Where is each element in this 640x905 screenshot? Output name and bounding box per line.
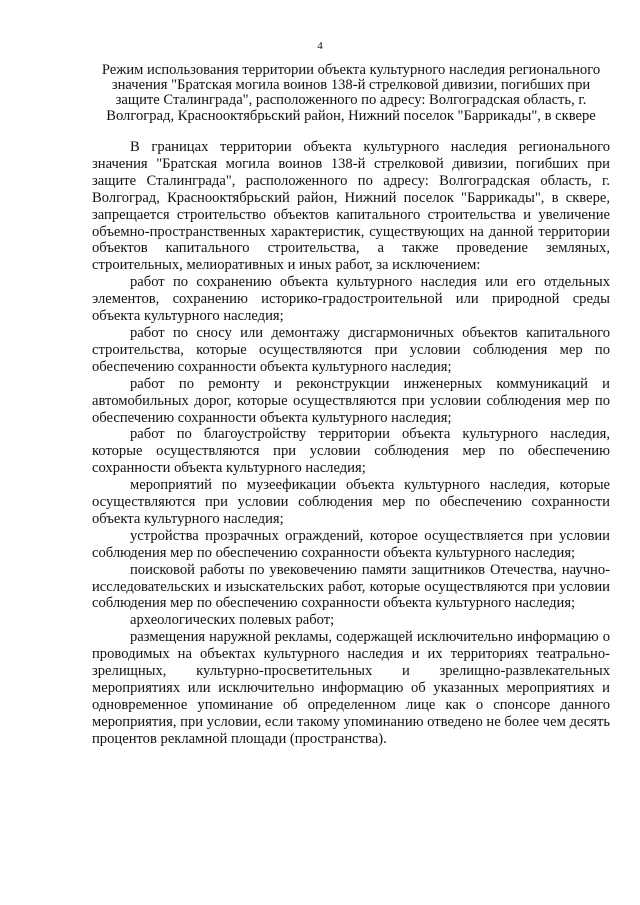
intro-paragraph: В границах территории объекта культурного наследия регионального значения "Братская могила воинов 138-й стрелковой дивизии, погибших при защите Сталинграда", расположенного по адресу: Волгоградская область, г. Волгоград, Краснооктябрьский район, Нижний поселок "Баррикады", в сквере, запрещается строительство объектов капитального строительства и увеличение объемно-пространственных характеристик, существующих на данной территории объектов капитального строительства, а также проведение земляных, строительных, мелиоративных и иных работ, за исключением: [92,139,610,274]
exception-item-museumification: мероприятий по музеефикации объекта культурного наследия, которые осуществляются при условии соблюдения мер по обеспечению сохранности объекта культурного наследия; [92,477,610,527]
page-number: 4 [317,40,323,52]
exception-item-transparent-fences: устройства прозрачных ограждений, которое осуществляется при условии соблюдения мер по обеспечению сохранности объекта культурного наследия; [92,527,610,561]
exception-item-landscaping: работ по благоустройству территории объекта культурного наследия, которые осуществляются при условии соблюдения мер по обеспечению сохранности объекта культурного наследия; [92,426,610,477]
exception-item-restoration: работ по сохранению объекта культурного наследия или его отдельных элементов, сохранению историко-градостроительной или природной среды объекта культурного наследия; [92,274,610,325]
exception-item-advertising: размещения наружной рекламы, содержащей исключительно информацию о проводимых на объектах культурного наследия и их территориях театрально-зрелищных, культурно-просветительных и зрелищно-развлекательных мероприятиях или исключительно информацию об указанных мероприятиях и одновременное упоминание об определенном лице как о спонсоре данного мероприятия, при условии, если такому упоминанию отведено не более чем десять процентов рекламной площади (пространства). [92,629,610,747]
exception-item-demolition: работ по сносу или демонтажу дисгармоничных объектов капитального строительства, которые осуществляются при условии соблюдения мер по обеспечению сохранности объекта культурного наследия; [92,324,610,375]
document-body [92,139,610,748]
document-title: Режим использования территории объекта культурного наследия регионального значения "Братская могила воинов 138-й стрелковой дивизии, погибших при защите Сталинграда", расположенного по адресу: Волгоградская область, г. Волгоград, Краснооктябрьский район, Нижний поселок "Баррикады", в сквере [101,62,601,124]
exception-item-archaeology: археологических полевых работ; [130,612,335,629]
exception-item-utilities-repair: работ по ремонту и реконструкции инженерных коммуникаций и автомобильных дорог, которые осуществляются при условии соблюдения мер по обеспечению сохранности объекта культурного наследия; [92,375,610,426]
exception-item-search-works: поисковой работы по увековечению памяти защитников Отечества, научно-исследовательских и изыскательских работ, которые осуществляются при условии соблюдения мер по обеспечению сохранности объекта культурного наследия; [92,561,610,612]
